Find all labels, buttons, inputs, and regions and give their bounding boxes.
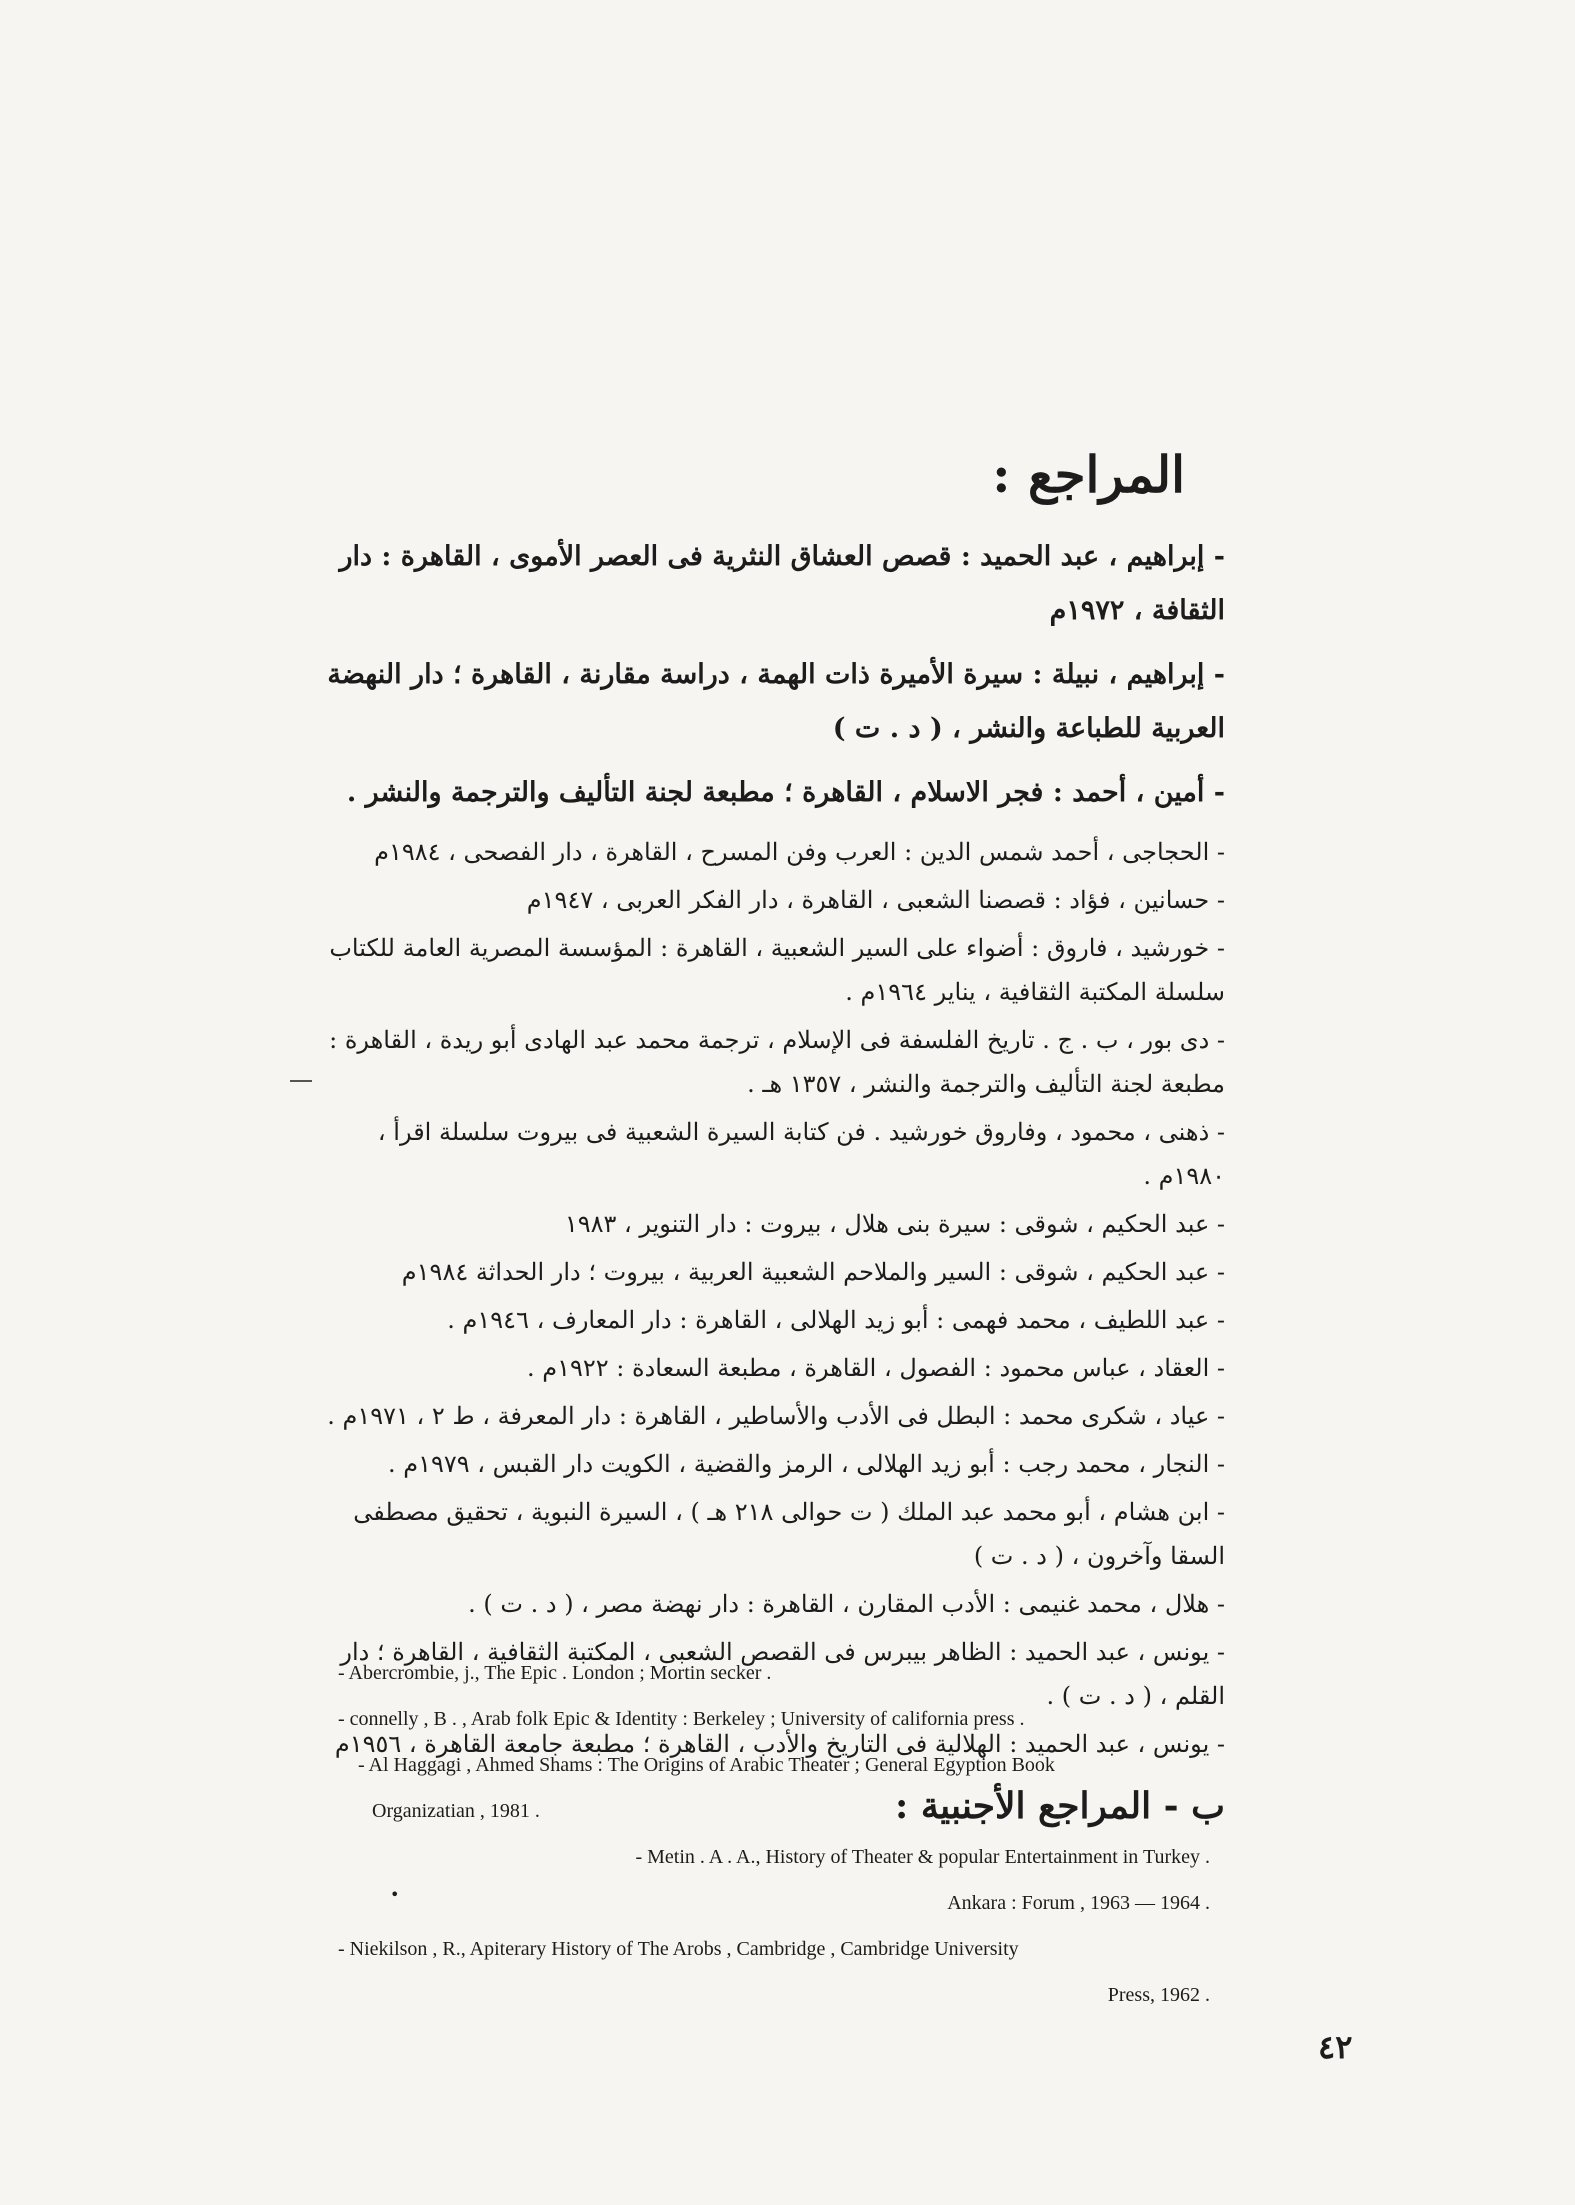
arabic-reference: - دى بور ، ب . ج . تاريخ الفلسفة فى الإسلام ، ترجمة محمد عبد الهادى أبو ريدة ، القاهرة : مطبعة لجنة التأليف والترجمة والنشر ، ١٣٥٧ هـ .	[329, 1026, 1225, 1098]
english-reference: - Abercrombie, j., The Epic . London ; Mortin secker .	[338, 1662, 772, 1684]
arabic-reference: - إبراهيم ، عبد الحميد : قصص العشاق النثرية فى العصر الأموى ، القاهرة : دار الثقافة ، ١٩٧٢م	[339, 541, 1225, 626]
english-reference: - connelly , B . , Arab folk Epic & Identity : Berkeley ; University of california press .	[338, 1708, 1025, 1730]
english-reference-continuation: Ankara : Forum , 1963 — 1964 .	[947, 1892, 1210, 1914]
arabic-reference: - الحجاجى ، أحمد شمس الدين : العرب وفن المسرح ، القاهرة ، دار الفصحى ، ١٩٨٤م	[374, 838, 1225, 866]
arabic-reference: - إبراهيم ، نبيلة : سيرة الأميرة ذات الهمة ، دراسة مقارنة ، القاهرة ؛ دار النهضة العربية للطباعة والنشر ، ( د . ت )	[327, 659, 1225, 744]
arabic-references	[320, 440, 1225, 1846]
english-reference: - Niekilson , R., Apiterary History of The Arobs , Cambridge , Cambridge University	[338, 1938, 1019, 1960]
arabic-reference: - عبد اللطيف ، محمد فهمى : أبو زيد الهلالى ، القاهرة : دار المعارف ، ١٩٤٦م .	[447, 1306, 1225, 1334]
arabic-reference: - يونس ، عبد الحميد : الظاهر بيبرس فى القصص الشعبى ، المكتبة الثقافية ، القاهرة ؛ دار القلم ، ( د . ت ) .	[340, 1638, 1225, 1710]
english-reference: - Metin . A . A., History of Theater & popular Entertainment in Turkey .	[635, 1846, 1210, 1868]
page-number: ٤٢	[1318, 2028, 1353, 2066]
arabic-reference: - عبد الحكيم ، شوقى : سيرة بنى هلال ، بيروت : دار التنوير ، ١٩٨٣	[564, 1210, 1225, 1238]
references-heading: المراجع :	[992, 445, 1185, 504]
bullet-mark: •	[390, 1885, 400, 1904]
arabic-reference: - العقاد ، عباس محمود : الفصول ، القاهرة ، مطبعة السعادة : ١٩٢٢م .	[526, 1354, 1225, 1382]
arabic-reference: - حسانين ، فؤاد : قصصنا الشعبى ، القاهرة ، دار الفكر العربى ، ١٩٤٧م	[526, 886, 1225, 914]
arabic-reference: - النجار ، محمد رجب : أبو زيد الهلالى ، الرمز والقضية ، الكويت دار القبس ، ١٩٧٩م .	[387, 1450, 1225, 1478]
arabic-reference: - عياد ، شكرى محمد : البطل فى الأدب والأساطير ، القاهرة : دار المعرفة ، ط ٢ ، ١٩٧١م .	[327, 1402, 1225, 1430]
arabic-reference: - عبد الحكيم ، شوقى : السير والملاحم الشعبية العربية ، بيروت ؛ دار الحداثة ١٩٨٤م	[401, 1258, 1225, 1286]
margin-mark	[290, 1080, 312, 1082]
english-references	[338, 1650, 1210, 2018]
arabic-reference: - يونس ، عبد الحميد : الهلالية فى التاريخ والأدب ، القاهرة ؛ مطبعة جامعة القاهرة ، ١٩٥٦م	[334, 1730, 1225, 1758]
arabic-reference: - هلال ، محمد غنيمى : الأدب المقارن ، القاهرة : دار نهضة مصر ، ( د . ت ) .	[468, 1590, 1225, 1618]
foreign-references-heading: ب - المراجع الأجنبية :	[895, 1785, 1225, 1827]
english-reference-continuation: Press, 1962 .	[1107, 1984, 1210, 2006]
arabic-reference: - أمين ، أحمد : فجر الاسلام ، القاهرة ؛ مطبعة لجنة التأليف والترجمة والنشر .	[346, 777, 1225, 808]
english-reference-continuation: Organizatian , 1981 .	[372, 1800, 540, 1822]
arabic-reference: - ابن هشام ، أبو محمد عبد الملك ( ت حوالى ٢١٨ هـ ) ، السيرة النبوية ، تحقيق مصطفى السقا وآخرون ، ( د . ت )	[353, 1498, 1225, 1570]
arabic-reference: - خورشيد ، فاروق : أضواء على السير الشعبية ، القاهرة : المؤسسة المصرية العامة للكتاب سلسلة المكتبة الثقافية ، يناير ١٩٦٤م .	[329, 934, 1225, 1006]
arabic-reference: - ذهنى ، محمود ، وفاروق خورشيد . فن كتابة السيرة الشعبية فى بيروت سلسلة اقرأ ، ١٩٨٠م .	[377, 1118, 1225, 1190]
english-reference: - Al Haggagi , Ahmed Shams : The Origins of Arabic Theater ; General Egyption Book	[358, 1754, 1055, 1776]
